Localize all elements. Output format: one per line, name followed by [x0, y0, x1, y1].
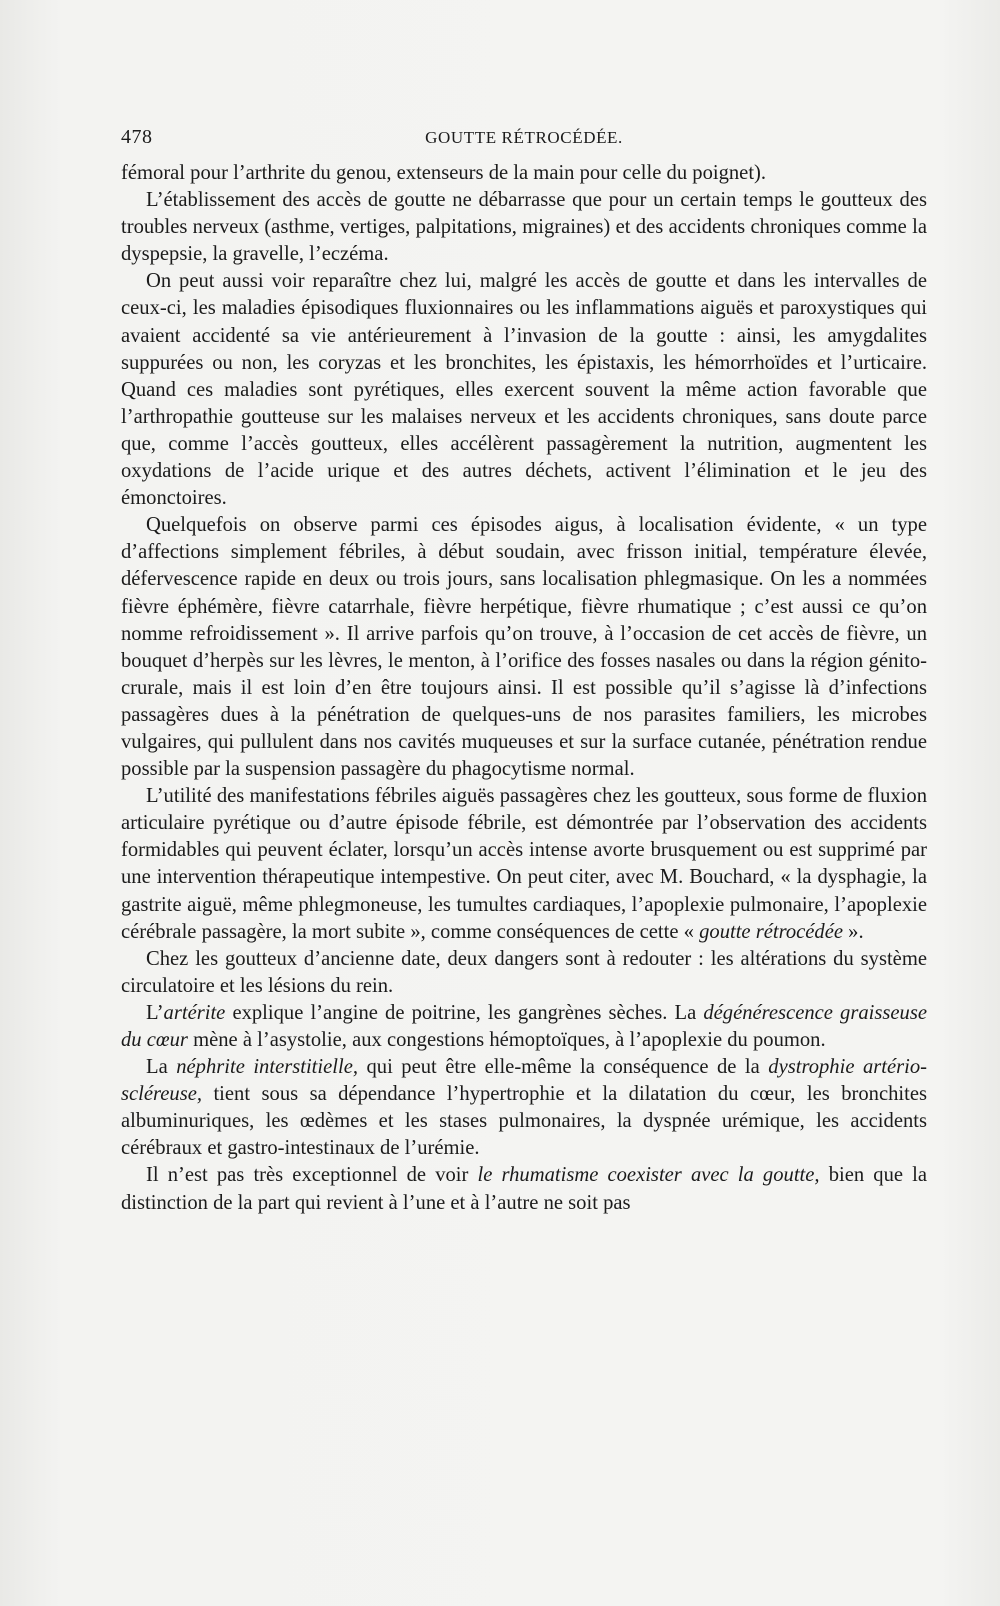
- text-segment: tient sous sa dépendance l’hypertrophie et la dilatation du cœur, les bronchites albuminuriques, les œdèmes et les stases pulmonaires, la dyspnée urémique, les accidents cérébraux et gastro-intestinaux de l’urémie.: [121, 1083, 927, 1160]
- paragraph: [121, 160, 927, 187]
- text-segment: explique l’angine de poitrine, les gangrènes sèches. La: [225, 1001, 704, 1024]
- paragraph: [121, 512, 927, 783]
- italic-term: dégénérescence graisseuse du cœur: [121, 1001, 927, 1051]
- italic-term: le rhumatisme coexister avec la goutte,: [477, 1164, 820, 1187]
- paragraph: [121, 268, 927, 512]
- text-segment: La: [146, 1056, 177, 1079]
- paragraph: [121, 1000, 927, 1054]
- text-segment: Chez les goutteux d’ancienne date, deux dangers sont à redouter : les altérations du système circulatoire et les lésions du rein.: [121, 947, 927, 997]
- italic-term: artérite: [163, 1001, 226, 1024]
- italic-term: néphrite interstitielle,: [176, 1056, 359, 1079]
- text-segment: L’utilité des manifestations fébriles aiguës passagères chez les goutteux, sous forme de fluxion articulaire pyrétique ou d’autre épisode fébrile, est démontrée par l’observation des accidents formidables qui peuvent éclater, lorsqu’un accès intense avorte brusquement ou est supprimé par une intervention thérapeutique intempestive. On peut citer, avec M. Bouchard, « la dysphagie, la gastrite aiguë, même phlegmoneuse, les tumultes cardiaques, l’apoplexie pulmonaire, l’apoplexie cérébrale passagère, la mort subite », comme conséquences de cette «: [121, 785, 927, 943]
- text-segment: fémoral pour l’arthrite du genou, extenseurs de la main pour celle du poignet).: [121, 162, 767, 184]
- paragraph: [121, 1054, 927, 1162]
- paragraph: [121, 187, 927, 268]
- text-segment: L’: [146, 1001, 164, 1024]
- text-segment: ».: [843, 920, 864, 943]
- running-title: GOUTTE RÉTROCÉDÉE.: [425, 128, 623, 147]
- paragraph: [121, 946, 927, 1000]
- paragraph: [121, 1162, 927, 1216]
- paragraph: [121, 783, 927, 946]
- text-segment: bien que la distinction de la part qui revient à l’une et à l’autre ne soit pas: [121, 1164, 927, 1214]
- text-segment: Il n’est pas très exceptionnel de voir: [146, 1164, 478, 1187]
- running-header: [121, 126, 927, 152]
- text-segment: mène à l’asystolie, aux congestions hémoptoïques, à l’apoplexie du poumon.: [187, 1029, 826, 1051]
- text-segment: On peut aussi voir reparaître chez lui, malgré les accès de goutte et dans les intervalles de ceux-ci, les maladies épisodiques fluxionnaires ou les inflammations aiguës et paroxystiques qui avaient accidenté sa vie antérieurement à l’invasion de la goutte : ainsi, les amygdalites suppurées ou non, les coryzas et les bronchites, les épistaxis, les hémorrhoïdes et l’urticaire. Quand ces maladies sont pyrétiques, elles exercent souvent la même action favorable que l’arthropathie goutteuse sur les malaises nerveux et les accidents chroniques, sans doute parce que, comme l’accès goutteux, elles accélèrent passagèrement la nutrition, augmentent les oxydations de l’acide urique et des autres déchets, activent l’élimination et le jeu des émonctoires.: [121, 270, 927, 510]
- page-number: 478: [121, 126, 153, 148]
- body-text: [121, 160, 927, 1217]
- text-segment: Quelquefois on observe parmi ces épisodes aigus, à localisation évidente, « un type d’affections simplement fébriles, à début soudain, avec frisson initial, température élevée, défervescence rapide en deux ou trois jours, sans localisation phlegmasique. On les a nommées fièvre éphémère, fièvre catarrhale, fièvre herpétique, fièvre rhumatique ; c’est aussi ce qu’on nomme refroidissement ». Il arrive parfois qu’on trouve, à l’occasion de cet accès de fièvre, un bouquet d’herpès sur les lèvres, le menton, à l’orifice des fosses nasales ou dans la région génito-crurale, mais il est loin d’en être toujours ainsi. Il est possible qu’il s’agisse là d’infections passagères dues à la pénétration de quelques-uns de nos parasites familiers, les microbes vulgaires, qui pullulent dans nos cavités muqueuses et sur la surface cutanée, pénétration rendue possible par la suspension passagère du phagocytisme normal.: [121, 514, 927, 781]
- text-segment: qui peut être elle-même la conséquence de la: [358, 1056, 769, 1079]
- italic-term: dystrophie artério-scléreuse,: [121, 1056, 928, 1106]
- text-segment: L’établissement des accès de goutte ne débarrasse que pour un certain temps le goutteux des troubles nerveux (asthme, vertiges, palpitations, migraines) et des accidents chroniques comme la dyspepsie, la gravelle, l’eczéma.: [121, 189, 927, 266]
- italic-term: goutte rétrocédée: [699, 920, 843, 943]
